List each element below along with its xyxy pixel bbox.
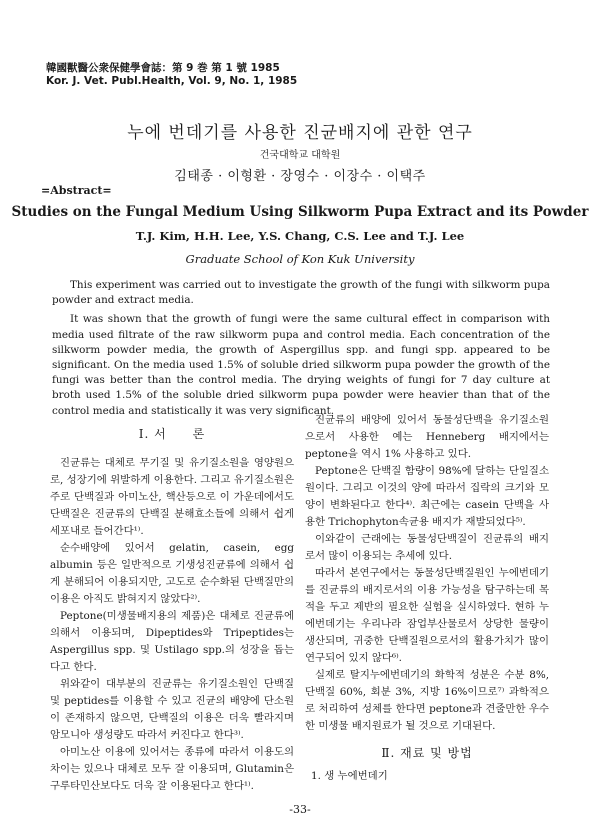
affiliation-korean: 건국대학교 대학원 xyxy=(259,150,341,161)
abstract-body xyxy=(52,278,550,419)
journal-line-english: Kor. J. Vet. Publ.Health, Vol. 9, No. 1, 1985 xyxy=(46,75,298,87)
section-heading-introduction: Ⅰ. 서 론 xyxy=(138,427,206,441)
title-english: Studies on the Fungal Medium Using Silkworm Pupa Extract and its Powder xyxy=(11,204,589,220)
intro-paragraph: 진균류의 배양에 있어서 동물성단백을 유기질소원으로서 사용한 예는 Henneberg 배지에서는 peptone을 역시 1% 사용하고 있다. xyxy=(305,414,549,460)
intro-paragraph: 진균류는 대체로 무기질 및 유기질소원을 영양원으로, 성장기에 위발하게 이용한다. 그리고 유기질소원은 주로 단백질과 아미노산, 핵산등으로 이 가운데에서도 단백질은 진균류의 단백질 분해효소들에 의해서 쉽게 세포내로 들어간다¹⁾. xyxy=(50,457,294,537)
abstract-paragraph-2: It was shown that the growth of fungi were the same cultural effect in comparison with media used filtrate of the raw silkworm pupa and control media. Each concentration of the silkworm powder media, the growth of Aspergillus spp. and fungi spp. appeared to be significant. On the media used 1.5% of soluble dried silkworm pupa powder the growth of the fungi was better than the control media. The drying weights of fungi for 7 day culture at broth used 1.5% of the soluble dried silkworm pupa powder were heavier than that of the control media and statistically it was very significant. xyxy=(52,313,550,417)
page-number: -33- xyxy=(289,803,311,816)
intro-paragraph: Peptone(미생물배지용의 제품)은 대체로 진균류에 의해서 이용되며, Dipeptides와 Tripeptides는 Aspergillus spp. 및 Ustilago spp.의 성장을 돕는다고 한다. xyxy=(50,610,294,673)
intro-paragraph: 이와같이 근래에는 동물성단백질이 진균류의 배지로서 많이 이용되는 추세에 있다. xyxy=(305,533,549,562)
abstract-label: =Abstract= xyxy=(41,184,112,197)
left-column xyxy=(50,412,294,795)
abstract-paragraph-1: This experiment was carried out to investigate the growth of the fungi with silkworm pupa powder and extract media. xyxy=(52,279,550,307)
authors-english: T.J. Kim, H.H. Lee, Y.S. Chang, C.S. Lee and T.J. Lee xyxy=(135,229,465,243)
intro-paragraph: 아미노산 이용에 있어서는 종류에 따라서 이용도의 차이는 있으나 대체로 모두 잘 이용되며, Glutamin은 구루타민산보다도 더욱 잘 이용된다고 한다¹⁾. xyxy=(50,746,294,792)
section-heading-methods: Ⅱ. 재료 및 방법 xyxy=(381,746,473,760)
authors-korean: 김태종 · 이형환 · 장영수 · 이장수 · 이택주 xyxy=(174,169,426,184)
intro-paragraph: 따라서 본연구에서는 동물성단백질원인 누에번데기를 진균류의 배지로서의 이용 가능성을 탐구하는데 목적을 두고 제반의 필요한 실험을 실시하였다. 현하 누에번데기는 우리나라 잠업부산물로서 상당한 물량이 생산되며, 귀중한 단백질원으로서의 활용가치가 많이 연구되어 있지 않다⁶⁾. xyxy=(305,567,549,664)
affiliation-english: Graduate School of Kon Kuk University xyxy=(185,252,415,266)
title-korean: 누에 번데기를 사용한 진균배지에 관한 연구 xyxy=(127,123,473,143)
journal-line-korean: 韓國獸醫公衆保健學會誌：第 9 巻 第 1 號 1985 xyxy=(46,62,280,74)
journal-header xyxy=(46,62,297,88)
right-column xyxy=(305,412,549,785)
intro-paragraph: Peptone은 단백질 함량이 98%에 달하는 단일질소원이다. 그리고 이것의 양에 따라서 집락의 크기와 모양이 변화된다고 한다⁴⁾. 최근에는 casein 단백을 사용한 Trichophyton속균용 배지가 재발되었다⁵⁾. xyxy=(305,465,549,528)
intro-paragraph: 순수배양에 있어서 gelatin, casein, egg albumin 등은 일반적으로 기생성진균류에 의해서 쉽게 분해되어 이용되지만, 고도로 순수화된 단백질만의 이용은 아직도 밝혀지지 않았다²⁾. xyxy=(50,542,294,605)
intro-paragraph: 실제로 탈지누에번데기의 화학적 성분은 수분 8%, 단백질 60%, 회분 3%, 지방 16%이므로⁷⁾ 과학적으로 처리하여 성체를 한다면 peptone과 견줄만한 우수한 미생물 배지원료가 될 것으로 기대된다. xyxy=(305,669,549,732)
intro-paragraph: 위와같이 대부분의 진균류는 유기질소원인 단백질 및 peptides를 이용할 수 있고 진균의 배양에 단소원이 존재하지 않으면, 단백질의 이용은 더욱 빨라지며 암모니아 생성량도 따라서 커진다고 한다³⁾. xyxy=(50,678,294,741)
subsection-heading: 1. 생 누에번데기 xyxy=(311,770,388,782)
